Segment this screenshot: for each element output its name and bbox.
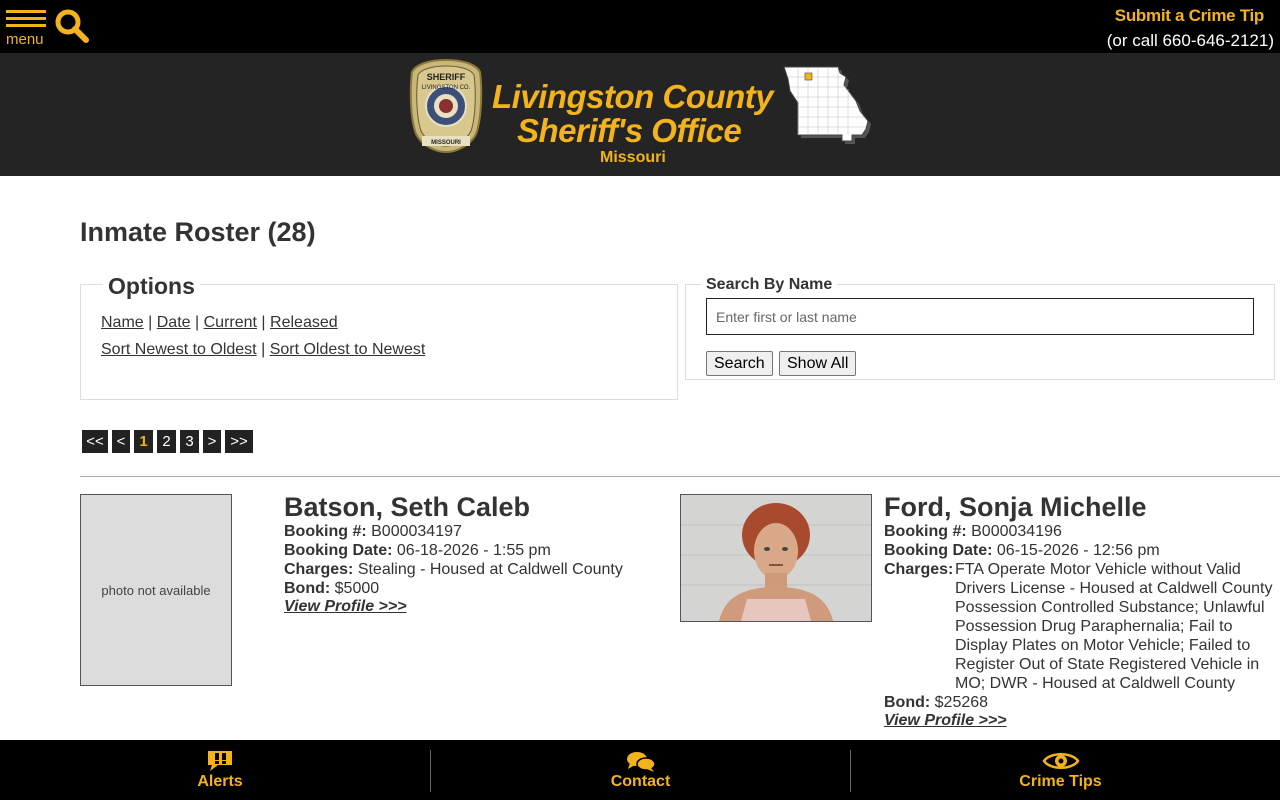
nav-crime-tips-label: Crime Tips: [1019, 773, 1102, 790]
site-title-line2: Sheriff's Office: [517, 112, 742, 149]
filter-links: [101, 314, 338, 332]
separator: |: [261, 314, 266, 331]
page-prev[interactable]: <: [112, 430, 130, 453]
charges: [284, 560, 623, 579]
search-legend: Search By Name: [701, 276, 837, 294]
booking-number: [884, 522, 1062, 541]
booking-date: [284, 541, 551, 560]
charges-line: FTA Operate Motor Vehicle without Valid: [955, 561, 1241, 578]
view-profile-link[interactable]: View Profile >>>: [284, 598, 407, 615]
sheriff-badge-logo[interactable]: [408, 58, 484, 154]
booking-date-value: 06-18-2026 - 1:55 pm: [396, 542, 551, 559]
menu-label: menu: [6, 31, 44, 48]
page-first[interactable]: <<: [82, 430, 108, 453]
menu-icon-bar: [6, 10, 46, 13]
charges-line: Drivers License - Housed at Caldwell County: [955, 580, 1273, 597]
charges-label: Charges:: [884, 561, 954, 578]
filter-current-link[interactable]: Current: [203, 314, 257, 331]
search-button[interactable]: Search: [706, 351, 773, 376]
options-panel: [80, 273, 678, 400]
separator: |: [195, 314, 200, 331]
charges-line: Display Plates on Motor Vehicle; Failed to: [955, 637, 1251, 654]
nav-contact-label: Contact: [610, 773, 671, 790]
badge-county-text: LIVINGSTON CO.: [421, 85, 471, 91]
page-last[interactable]: >>: [225, 430, 253, 453]
charges-line: MO; DWR - Housed at Caldwell County: [955, 675, 1236, 692]
separator: |: [261, 341, 266, 358]
charges-line: Possession Drug Paraphernalia; Fail to: [955, 618, 1233, 635]
charges-line: Register Out of State Registered Vehicle in: [955, 656, 1260, 673]
page-2[interactable]: 2: [157, 430, 176, 453]
search-panel: [685, 276, 1275, 380]
eye-icon: [1042, 749, 1080, 773]
sort-newest-link[interactable]: Sort Newest to Oldest: [101, 341, 257, 358]
chat-bubbles-icon: [626, 751, 656, 773]
page-next[interactable]: >: [203, 430, 221, 453]
crime-tip-phone: (or call 660-646-2121): [1106, 31, 1274, 50]
booking-number-value: B000034196: [971, 523, 1062, 540]
nav-alerts[interactable]: [0, 740, 440, 800]
bond-value: $25268: [934, 694, 989, 711]
submit-crime-tip-link[interactable]: Submit a Crime Tip: [1114, 6, 1264, 25]
inmate-photo[interactable]: [680, 494, 872, 622]
page-3[interactable]: 3: [180, 430, 199, 453]
page-title: Inmate Roster (28): [80, 217, 316, 247]
filter-released-link[interactable]: Released: [270, 314, 338, 331]
charges-label-row: [884, 560, 953, 579]
bond: [884, 693, 988, 712]
booking-date-label: Booking Date:: [284, 542, 393, 559]
inmate-name[interactable]: Batson, Seth Caleb: [284, 492, 531, 522]
separator: |: [148, 314, 153, 331]
charges-label: Charges:: [284, 561, 354, 578]
booking-number: [284, 522, 462, 541]
charges-value: [955, 560, 1272, 693]
alert-bubble-icon: [206, 749, 234, 773]
badge-bottom-text: MISSOURI: [431, 140, 461, 146]
sort-oldest-link[interactable]: Sort Oldest to Newest: [269, 341, 426, 358]
menu-button[interactable]: [6, 10, 48, 48]
search-input[interactable]: [706, 298, 1254, 335]
divider: [80, 476, 1280, 477]
charges-value: Stealing - Housed at Caldwell County: [357, 561, 623, 578]
bond-value: $5000: [334, 580, 380, 597]
booking-date: [884, 541, 1160, 560]
badge-top-text: SHERIFF: [426, 72, 466, 82]
header-banner: [0, 53, 1280, 176]
site-title-state: Missouri: [600, 149, 666, 166]
top-bar: [0, 0, 1280, 53]
filter-name-link[interactable]: Name: [101, 314, 144, 331]
bond: [284, 579, 379, 598]
options-legend: Options: [103, 273, 200, 300]
booking-date-label: Booking Date:: [884, 542, 993, 559]
booking-number-label: Booking #:: [884, 523, 967, 540]
sort-links: [101, 341, 425, 359]
nav-contact[interactable]: [431, 740, 850, 800]
filter-date-link[interactable]: Date: [156, 314, 191, 331]
menu-icon-bar: [6, 17, 46, 20]
menu-icon-bar: [6, 24, 46, 27]
bottom-nav: [0, 740, 1280, 800]
booking-number-label: Booking #:: [284, 523, 367, 540]
booking-date-value: 06-15-2026 - 12:56 pm: [996, 542, 1160, 559]
inmate-name[interactable]: Ford, Sonja Michelle: [884, 492, 1147, 522]
inmate-photo-image: [681, 495, 871, 621]
inmate-photo-placeholder[interactable]: photo not available: [80, 494, 232, 686]
missouri-map-icon: [780, 63, 872, 145]
nav-crime-tips[interactable]: [851, 740, 1270, 800]
page-1[interactable]: 1: [134, 430, 153, 453]
bond-label: Bond:: [284, 580, 331, 597]
show-all-button[interactable]: Show All: [779, 351, 856, 376]
search-icon[interactable]: [55, 9, 89, 43]
view-profile-link[interactable]: View Profile >>>: [884, 712, 1007, 729]
site-title-line1: Livingston County: [492, 78, 774, 115]
bond-label: Bond:: [884, 694, 931, 711]
booking-number-value: B000034197: [371, 523, 462, 540]
charges-line: Possession Controlled Substance; Unlawful: [955, 599, 1265, 616]
nav-alerts-label: Alerts: [197, 773, 243, 790]
